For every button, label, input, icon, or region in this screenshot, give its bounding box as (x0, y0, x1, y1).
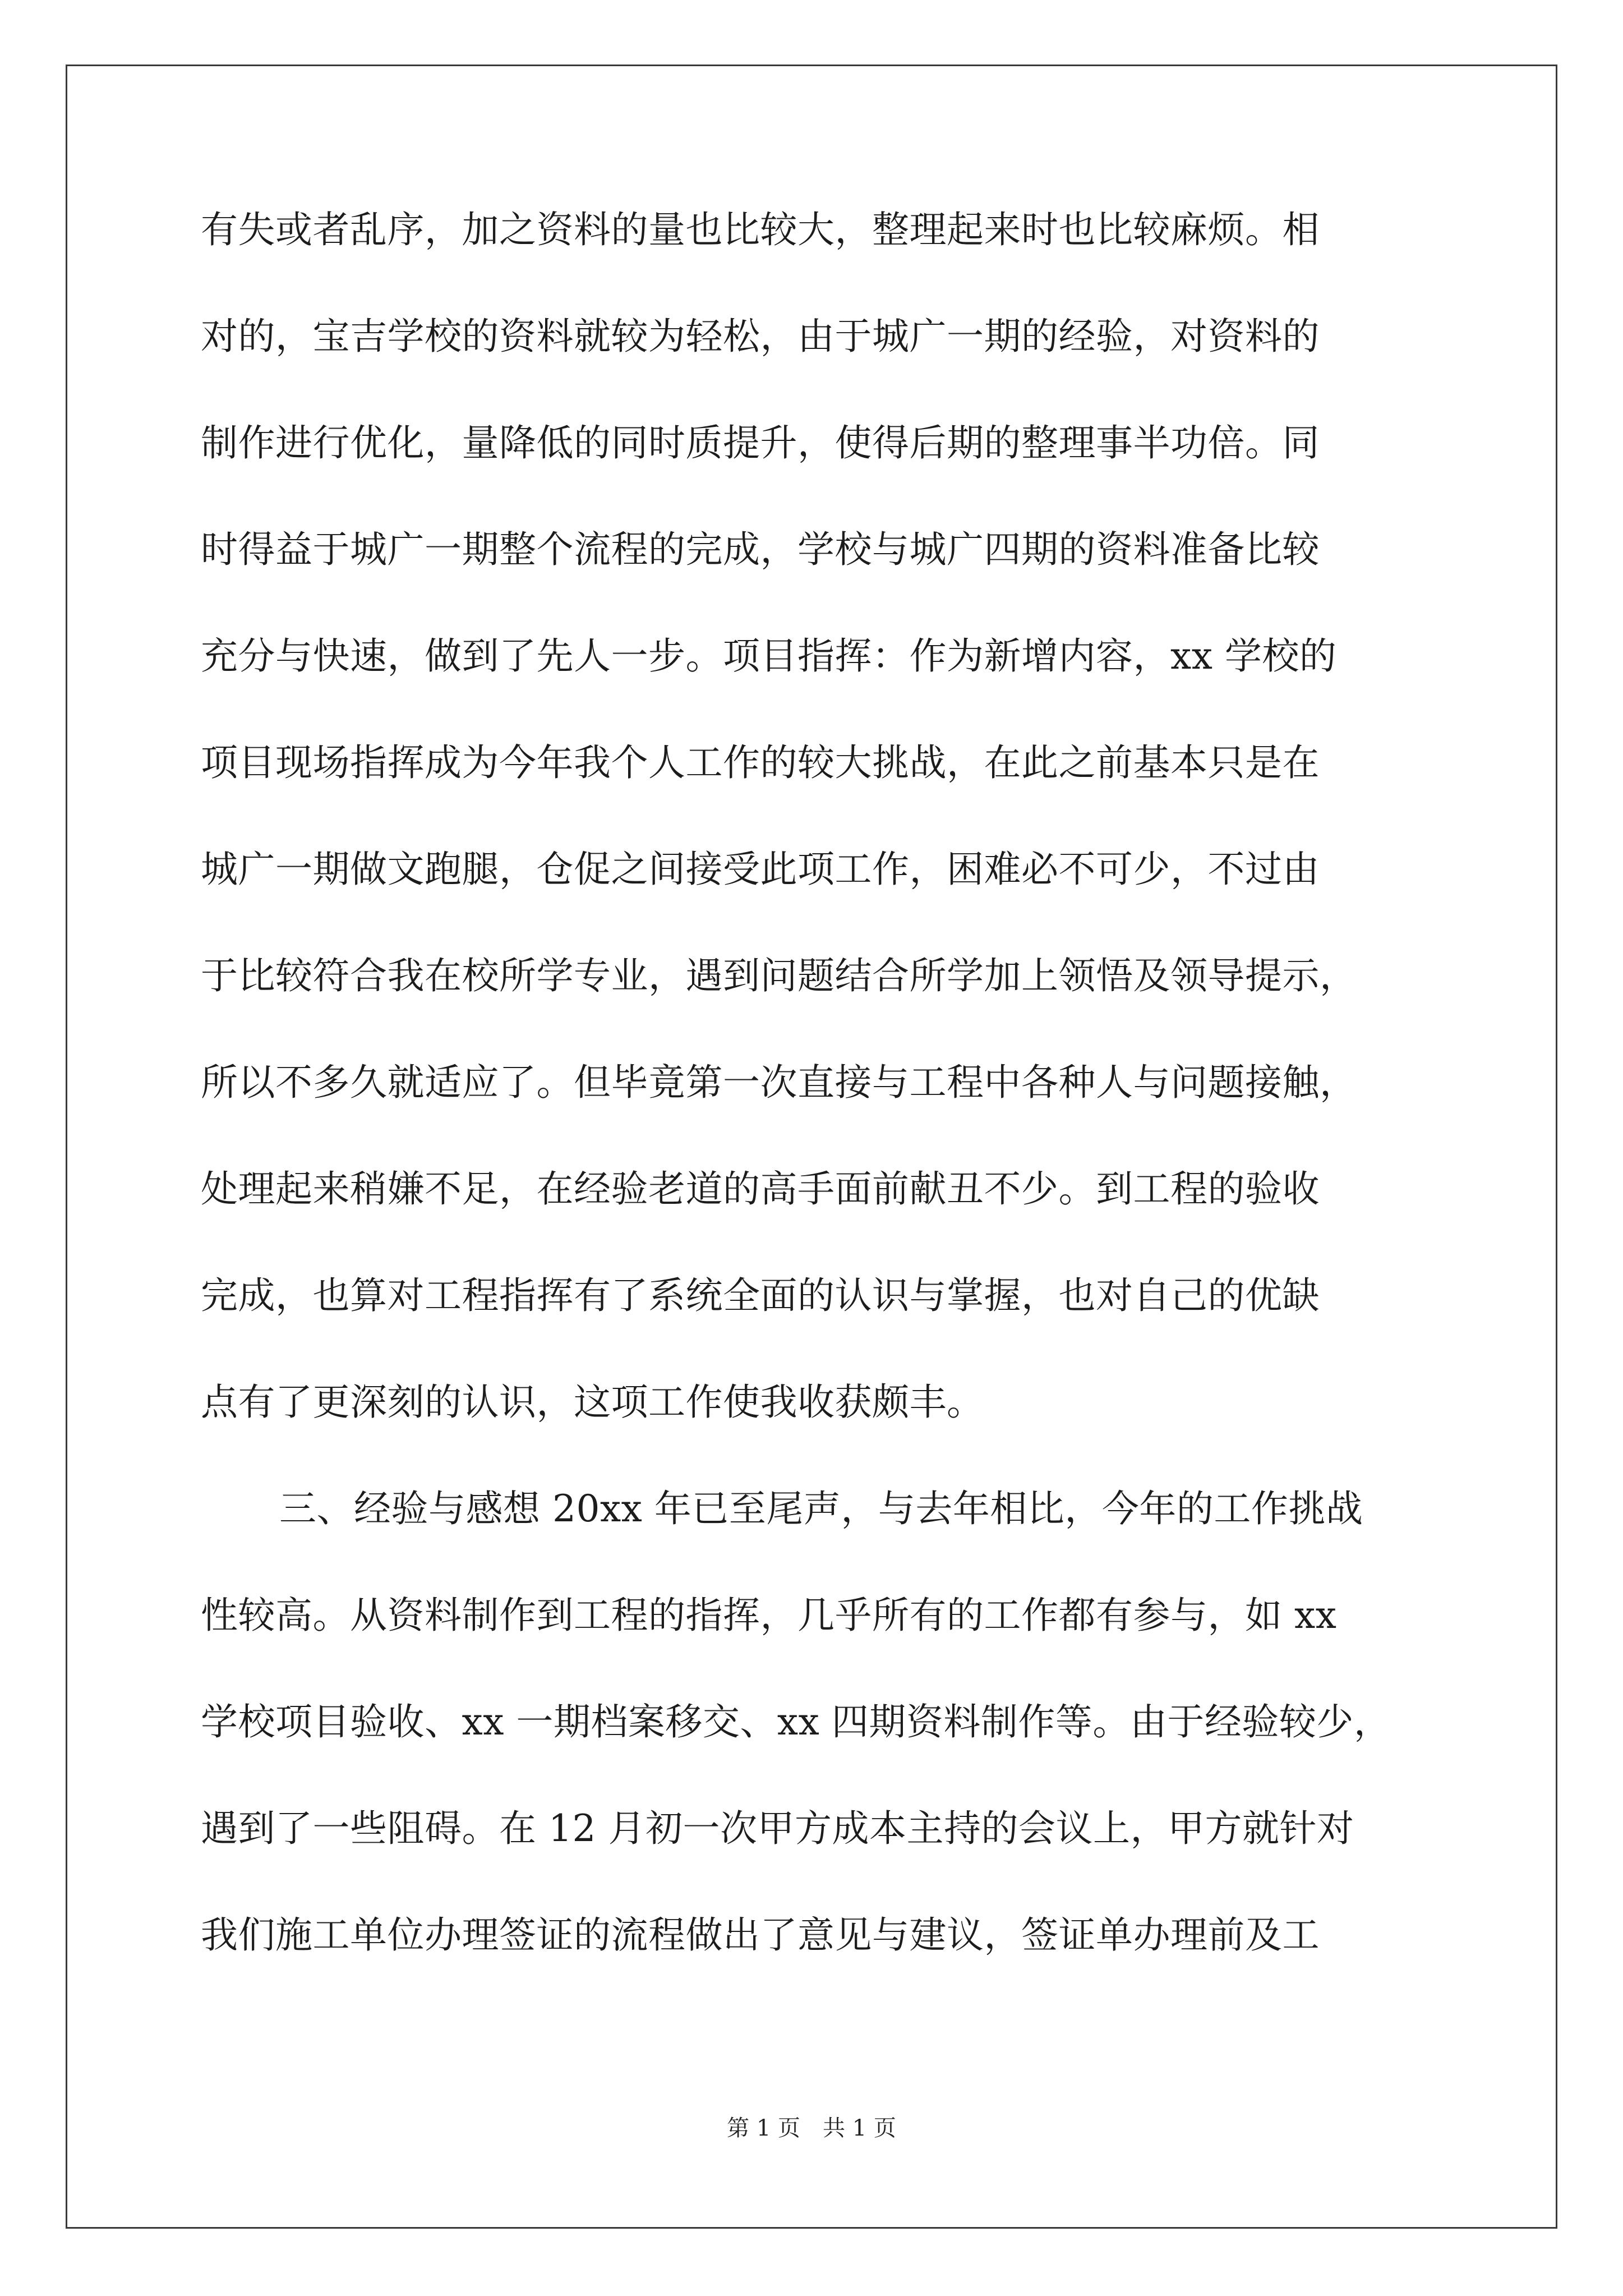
text-line: 遇到了一些阻碍。在 12 月初一次甲方成本主持的会议上，甲方就针对 (201, 1807, 1354, 1850)
text-line: 制作进行优化，量降低的同时质提升，使得后期的整理事半功倍。同 (201, 421, 1320, 464)
text-line: 对的，宝吉学校的资料就较为轻松，由于城广一期的经验，对资料的 (201, 315, 1320, 358)
text-line: 学校项目验收、xx 一期档案移交、xx 四期资料制作等。由于经验较少， (201, 1700, 1391, 1743)
text-line: 于比较符合我在校所学专业，遇到问题结合所学加上领悟及领导提示， (201, 954, 1357, 997)
text-line: 点有了更深刻的认识，这项工作使我收获颇丰。 (201, 1381, 984, 1424)
text-line: 所以不多久就适应了。但毕竟第一次直接与工程中各种人与问题接触， (201, 1061, 1357, 1104)
text-line: 时得益于城广一期整个流程的完成，学校与城广四期的资料准备比较 (201, 528, 1320, 571)
text-line: 城广一期做文跑腿，仓促之间接受此项工作，困难必不可少，不过由 (201, 848, 1320, 891)
text-line: 性较高。从资料制作到工程的指挥，几乎所有的工作都有参与，如 xx (201, 1594, 1337, 1637)
text-line: 处理起来稍嫌不足，在经验老道的高手面前献丑不少。到工程的验收 (201, 1167, 1320, 1211)
text-line: 完成，也算对工程指挥有了系统全面的认识与掌握，也对自己的优缺 (201, 1274, 1320, 1317)
text-line: 有失或者乱序，加之资料的量也比较大，整理起来时也比较麻烦。相 (201, 208, 1320, 251)
text-line: 充分与快速，做到了先人一步。项目指挥：作为新增内容，xx 学校的 (201, 634, 1337, 678)
page-number-footer: 第 1 页 共 1 页 (727, 2115, 896, 2141)
text-line: 我们施工单位办理签证的流程做出了意见与建议，签证单办理前及工 (201, 1913, 1320, 1957)
paragraph-start-line: 三、经验与感想 20xx 年已至尾声，与去年相比，今年的工作挑战 (279, 1487, 1363, 1530)
text-line: 项目现场指挥成为今年我个人工作的较大挑战，在此之前基本只是在 (201, 741, 1320, 784)
